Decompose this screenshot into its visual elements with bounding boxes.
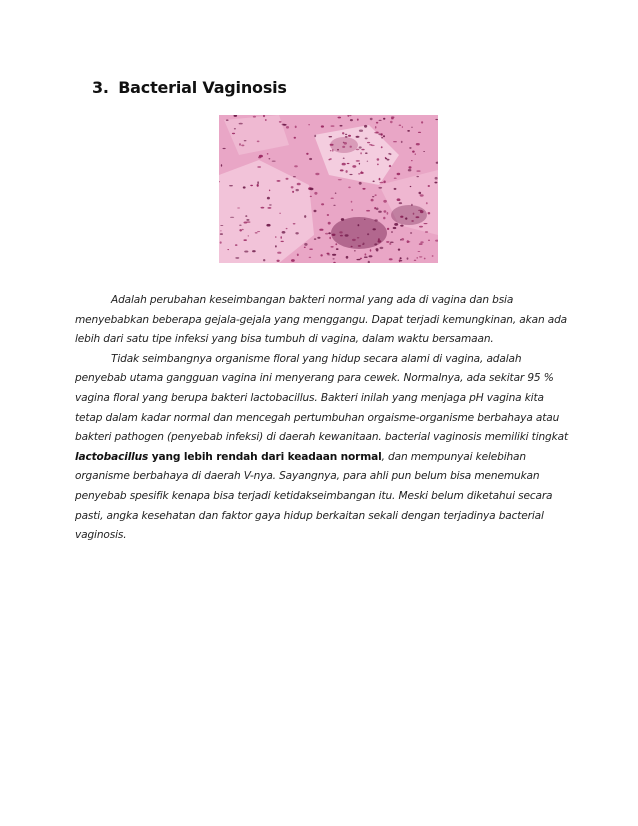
paragraph-1-text: Adalah perubahan keseimbangan bakteri normal yang ada di vagina dan bsia menyebabkan beberapa gejala-gejala yang menggangu. Dapat terjadi kemungkinan, akan ada lebih dari satu tipe infeksi yang bisa tumbuh di vagina, dalam waktu bersamaan. xyxy=(75,294,568,346)
micrograph-svg xyxy=(219,115,438,263)
section-number: 3. xyxy=(92,78,109,97)
micrograph-image xyxy=(219,115,438,263)
paragraph-2-text-a: Tidak seimbangnya organisme floral yang hidup secara alami di vagina, adalah penyebab utama gangguan vagina ini menyerang para cewek. Normalnya, ada sekitar 95 % vagina floral yang berupa bakteri lactobacillus. Bakteri inilah yang menjaga pH vagina kita tetap dalam kadar normal dan mencegah pertumbuhan orgaisme-organisme berbahaya atau bakteri pathogen (penyebab infeksi) di daerah kewanitaan. bacterial vaginosis memiliki tingkat xyxy=(75,352,568,444)
section-heading xyxy=(92,78,287,97)
body-text xyxy=(75,291,570,546)
paragraph-2 xyxy=(75,350,570,546)
section-title: Bacterial Vaginosis xyxy=(118,78,287,97)
lactobacillus-term: lactobacillus xyxy=(75,450,149,463)
paragraph-2-text-b: , dan mempunyai kelebihan organisme berbahaya di daerah V-nya. Sayangnya, para ahli pun belum bisa menemukan penyebab spesifik kenapa bisa terjadi ketidakseimbangan itu. Meski belum diketahui secara pasti, angka kesehatan dan faktor gaya hidup berkaitan sekali dengan terjadinya bacterial vaginosis. xyxy=(75,450,553,542)
lower-than-normal-text: yang lebih rendah dari keadaan normal xyxy=(148,450,382,463)
paragraph-1 xyxy=(75,291,570,350)
